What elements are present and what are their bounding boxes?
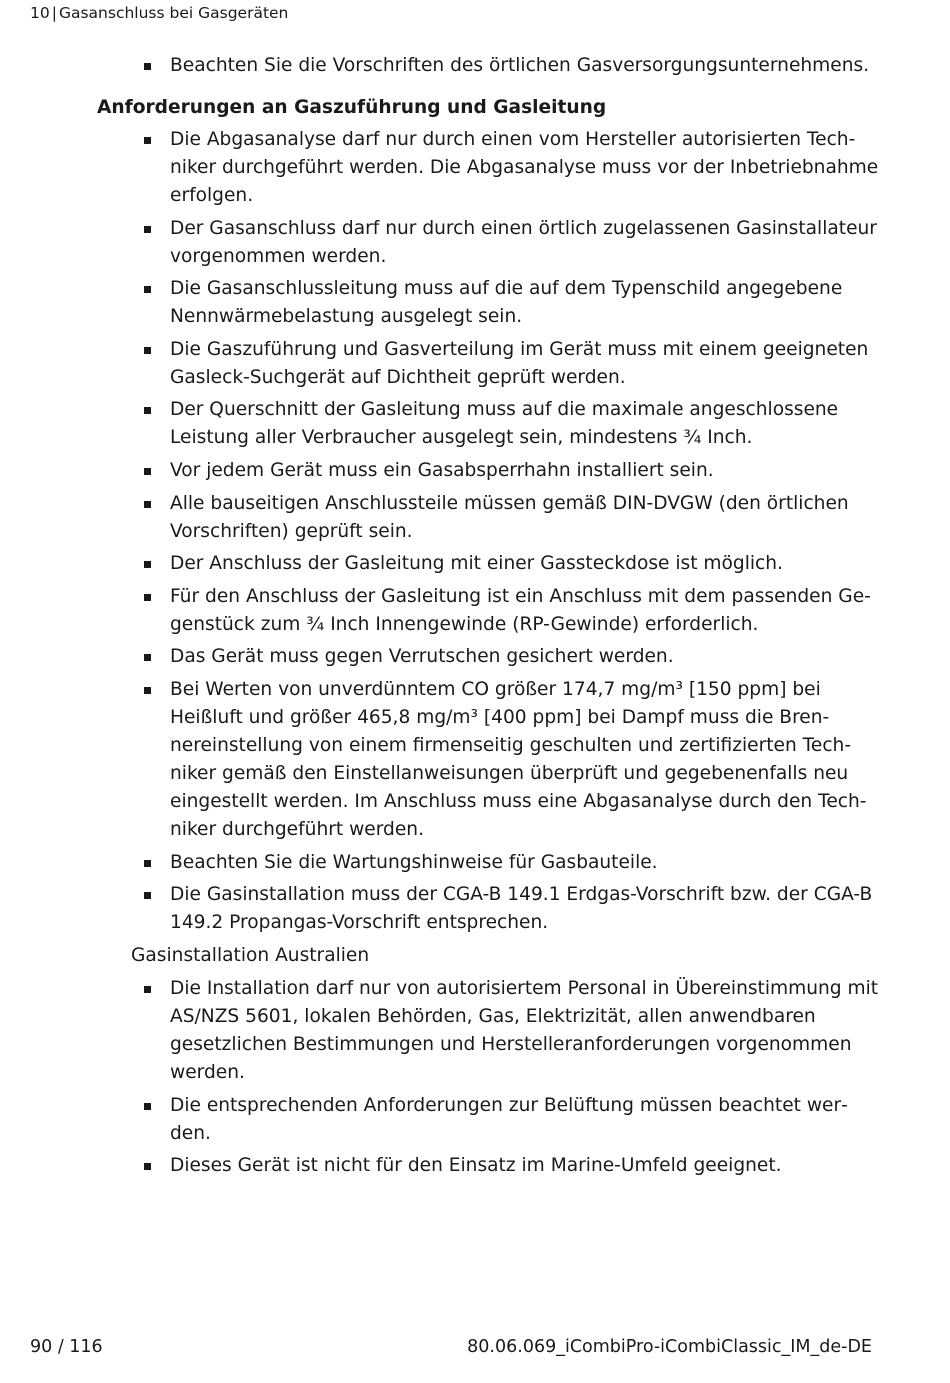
list-item bbox=[0, 1092, 880, 1148]
list-item bbox=[0, 1152, 880, 1180]
square-bullet-icon bbox=[144, 226, 151, 233]
square-bullet-icon bbox=[144, 468, 151, 475]
list-item bbox=[0, 643, 880, 671]
square-bullet-icon bbox=[144, 1103, 151, 1110]
square-bullet-icon bbox=[144, 594, 151, 601]
square-bullet-icon bbox=[144, 63, 151, 70]
square-bullet-icon bbox=[144, 860, 151, 867]
section-heading: Anforderungen an Gaszuführung und Gasleitung bbox=[97, 97, 607, 118]
chapter-number: 10 bbox=[30, 4, 50, 22]
list-item bbox=[0, 583, 880, 639]
list-item-text: Dieses Gerät ist nicht für den Einsatz im Marine-Umfeld geeignet. bbox=[170, 1155, 782, 1177]
list-item bbox=[0, 490, 880, 546]
requirements-list bbox=[0, 126, 950, 937]
square-bullet-icon bbox=[144, 1163, 151, 1170]
list-item bbox=[0, 550, 880, 578]
square-bullet-icon bbox=[144, 654, 151, 661]
square-bullet-icon bbox=[144, 407, 151, 414]
list-item-text: Der Anschluss der Gasleitung mit einer Gassteckdose ist möglich. bbox=[170, 553, 783, 575]
intro-list bbox=[0, 52, 950, 80]
square-bullet-icon bbox=[144, 687, 151, 694]
list-item-text: Der Gasanschluss darf nur durch einen örtlich zugelassenen Gasinstallateur vorgenommen werden. bbox=[170, 217, 877, 267]
list-item bbox=[0, 396, 880, 452]
page-number: 90 / 116 bbox=[30, 1337, 103, 1357]
list-item-text: Die entsprechenden Anforderungen zur Belüftung müssen beachtet werden. bbox=[170, 1094, 848, 1144]
list-item-text: Die Installation darf nur von autorisiertem Personal in Übereinstimmung mit AS/NZS 5601, lokalen Behörden, Gas, Elektrizität, allen anwendbaren gesetzlichen Bestimmungen und Herstelleranforderungen vorgenommen werden. bbox=[170, 978, 879, 1083]
list-item-text: Die Gasanschlussleitung muss auf die auf dem Typenschild angegebene Nennwärmebelastung ausgelegt sein. bbox=[170, 278, 843, 328]
list-item bbox=[0, 275, 880, 331]
square-bullet-icon bbox=[144, 986, 151, 993]
document-id: 80.06.069_iCombiPro-iCombiClassic_IM_de-DE bbox=[467, 1337, 872, 1357]
square-bullet-icon bbox=[144, 892, 151, 899]
list-item-text: Das Gerät muss gegen Verrutschen gesichert werden. bbox=[170, 646, 674, 668]
list-item bbox=[0, 881, 880, 937]
list-item-text: Alle bauseitigen Anschlussteile müssen gemäß DIN-DVGW (den örtlichen Vorschriften) geprüft sein. bbox=[170, 492, 849, 542]
list-item-text: Bei Werten von unverdünntem CO größer 174,7 mg/m³ [150 ppm] bei Heißluft und größer 465,8 mg/m³ [400 ppm] bei Dampf muss die Brennereinstellung von einem firmenseitig geschulten und zertifizierten Techniker gemäß den Einstellanweisungen überprüft und gegebenenfalls neu eingestellt werden. Im Anschluss muss eine Abgasanalyse durch den Techniker durchgeführt werden. bbox=[170, 678, 867, 840]
list-item bbox=[0, 676, 880, 844]
list-item bbox=[0, 215, 880, 271]
square-bullet-icon bbox=[144, 286, 151, 293]
square-bullet-icon bbox=[144, 501, 151, 508]
list-item-text: Beachten Sie die Vorschriften des örtlichen Gasversorgungsunternehmens. bbox=[170, 55, 870, 76]
list-item bbox=[0, 52, 880, 80]
list-item bbox=[0, 336, 880, 392]
australia-list bbox=[0, 975, 950, 1180]
list-item-text: Die Abgasanalyse darf nur durch einen vom Hersteller autorisierten Techniker durchgeführt werden. Die Abgasanalyse muss vor der Inbetriebnahme erfolgen. bbox=[170, 129, 879, 206]
list-item-text: Der Querschnitt der Gasleitung muss auf die maximale angeschlossene Leistung aller Verbraucher ausgelegt sein, mindestens ¾ Inch. bbox=[170, 399, 839, 449]
chapter-title: Gasanschluss bei Gasgeräten bbox=[58, 4, 289, 22]
australia-heading: Gasinstallation Australien bbox=[131, 945, 370, 966]
square-bullet-icon bbox=[144, 347, 151, 354]
list-item bbox=[0, 975, 880, 1087]
list-item-text: Beachten Sie die Wartungshinweise für Gasbauteile. bbox=[170, 851, 658, 873]
list-item bbox=[0, 457, 880, 485]
list-item-text: Die Gaszuführung und Gasverteilung im Gerät muss mit einem geeigneten Gasleck-Suchgerät auf Dichtheit geprüft werden. bbox=[170, 338, 869, 388]
list-item-text: Die Gasinstallation muss der CGA-B 149.1 Erdgas-Vorschrift bzw. der CGA-B 149.2 Propangas-Vorschrift entsprechen. bbox=[170, 884, 873, 934]
list-item-text: Vor jedem Gerät muss ein Gasabsperrhahn installiert sein. bbox=[170, 459, 714, 481]
square-bullet-icon bbox=[144, 561, 151, 568]
header-separator: | bbox=[51, 4, 57, 22]
list-item bbox=[0, 849, 880, 877]
list-item bbox=[0, 126, 880, 210]
square-bullet-icon bbox=[144, 137, 151, 144]
list-item-text: Für den Anschluss der Gasleitung ist ein Anschluss mit dem passenden Gegenstück zum ¾ Inch Innengewinde (RP-Gewinde) erforderlich. bbox=[170, 585, 871, 635]
page-header bbox=[30, 4, 288, 22]
